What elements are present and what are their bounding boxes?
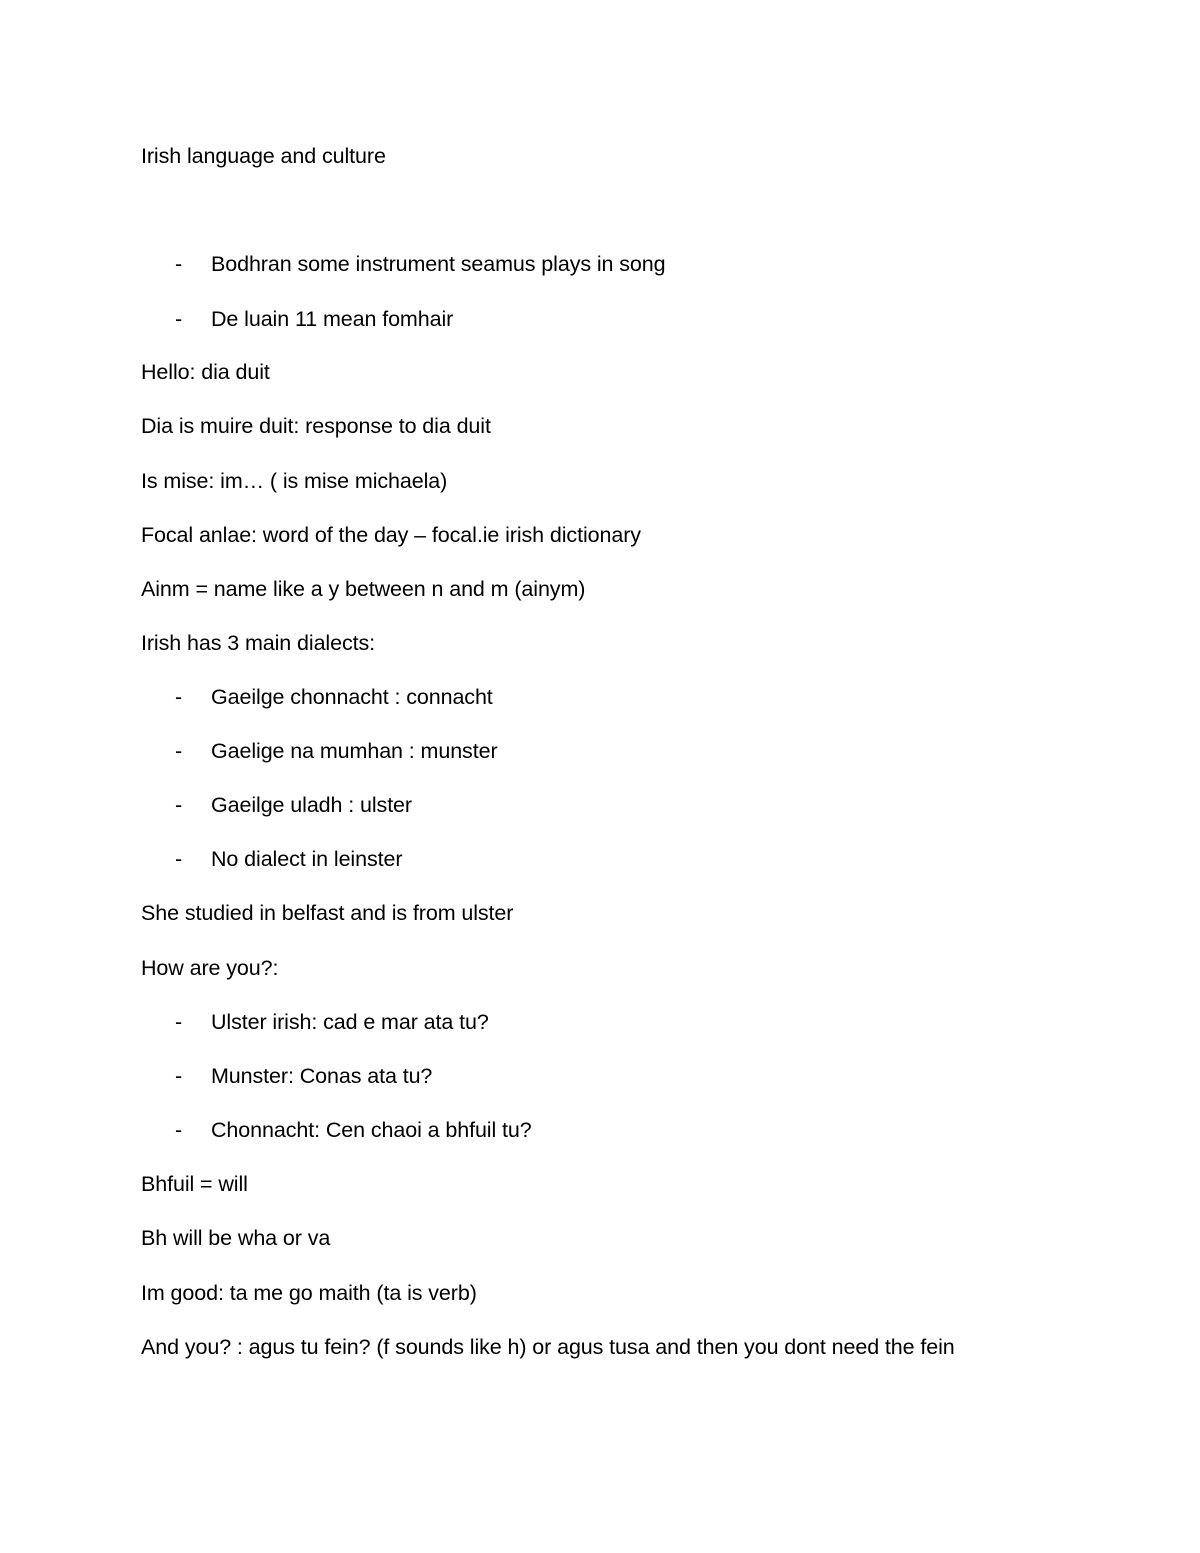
paragraph-line: Ainm = name like a y between n and m (ainym) xyxy=(141,577,586,601)
paragraph-line: Dia is muire duit: response to dia duit xyxy=(141,414,491,438)
bullet-item: Bodhran some instrument seamus plays in song xyxy=(211,252,666,276)
paragraph-line: Irish has 3 main dialects: xyxy=(141,631,376,655)
bullet-marker: - xyxy=(175,739,183,763)
paragraph-line: How are you?: xyxy=(141,956,279,980)
bullet-item: Ulster irish: cad e mar ata tu? xyxy=(211,1010,489,1034)
bullet-marker: - xyxy=(175,307,183,331)
bullet-marker: - xyxy=(175,1064,183,1088)
paragraph-line: Im good: ta me go maith (ta is verb) xyxy=(141,1281,477,1305)
paragraph-line: Bh will be wha or va xyxy=(141,1226,331,1250)
paragraph-line: She studied in belfast and is from ulster xyxy=(141,901,514,925)
bullet-marker: - xyxy=(175,1118,183,1142)
paragraph-line: Is mise: im… ( is mise michaela) xyxy=(141,469,448,493)
bullet-marker: - xyxy=(175,793,183,817)
bullet-marker: - xyxy=(175,252,183,276)
bullet-marker: - xyxy=(175,847,183,871)
document-title: Irish language and culture xyxy=(141,144,386,168)
bullet-marker: - xyxy=(175,1010,183,1034)
paragraph-line: And you? : agus tu fein? (f sounds like h) or agus tusa and then you dont need the fein xyxy=(141,1335,955,1359)
paragraph-line: Hello: dia duit xyxy=(141,360,270,384)
bullet-item: Gaelige na mumhan : munster xyxy=(211,739,498,763)
bullet-item: Gaeilge chonnacht : connacht xyxy=(211,685,493,709)
bullet-item: De luain 11 mean fomhair xyxy=(211,307,454,331)
bullet-item: Munster: Conas ata tu? xyxy=(211,1064,433,1088)
bullet-marker: - xyxy=(175,685,183,709)
bullet-item: No dialect in leinster xyxy=(211,847,403,871)
paragraph-line: Focal anlae: word of the day – focal.ie irish dictionary xyxy=(141,523,641,547)
paragraph-line: Bhfuil = will xyxy=(141,1172,248,1196)
bullet-item: Gaeilge uladh : ulster xyxy=(211,793,412,817)
bullet-item: Chonnacht: Cen chaoi a bhfuil tu? xyxy=(211,1118,532,1142)
